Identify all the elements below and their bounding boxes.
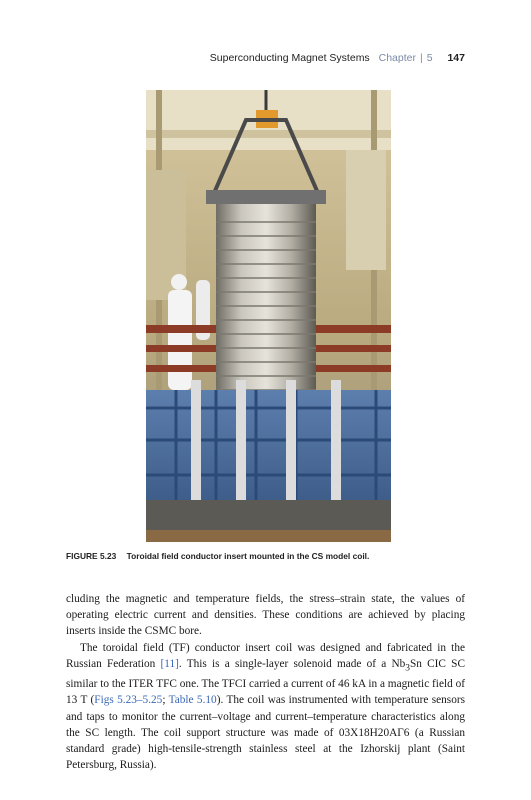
page-number: 147: [447, 52, 465, 64]
running-header: [210, 52, 465, 64]
body-text: [66, 591, 465, 773]
figure-photo: [146, 90, 391, 542]
reference-link-11[interactable]: [11]: [160, 657, 179, 670]
running-title: Superconducting Magnet Systems: [209, 52, 370, 64]
paragraph-2: [66, 640, 465, 774]
figure-label: FIGURE 5.23: [66, 551, 117, 561]
figure-caption: [66, 551, 466, 561]
subscript-3: 3: [405, 663, 410, 674]
paragraph-2-text-3: Sn CIC SC similar to the ITER TFC one. The TFCI carried a current of 46 kA in a magnetic field of 13 T (: [66, 657, 465, 707]
paragraph-2-text-2: . This is a single-layer solenoid made of a Nb: [178, 657, 406, 670]
paragraph-1: cluding the magnetic and temperature fields, the stress–strain state, the values of operating electric current and densities. These conditions are achieved by placing inserts inside the CSMC bore.: [66, 593, 465, 638]
paragraph-2-text-1: The toroidal field (TF) conductor insert coil was designed and fabricated in the Russian Federation: [66, 641, 465, 670]
tf-insert-coil-photo: [146, 90, 391, 542]
paragraph-2-text-4: ;: [162, 694, 169, 707]
header-separator: |: [419, 52, 423, 64]
chapter-label: Chapter: [378, 52, 416, 64]
table-link[interactable]: Table 5.10: [168, 694, 217, 707]
figures-link[interactable]: Figs 5.23–5.25: [94, 694, 163, 707]
paragraph-2-text-5: ). The coil was instrumented with temperature sensors and taps to monitor the current–voltage and current–temperature characteristics along the SC length. The coil support structure was made of 03X18H20AГ6 (a Russian standard grade) high-tensile-strength stainless steel at the Izhorskij plant (Saint Petersburg, Russia).: [66, 694, 466, 772]
chapter-number: 5: [426, 52, 433, 64]
figure-caption-text: Toroidal field conductor insert mounted in the CS model coil.: [126, 551, 370, 561]
